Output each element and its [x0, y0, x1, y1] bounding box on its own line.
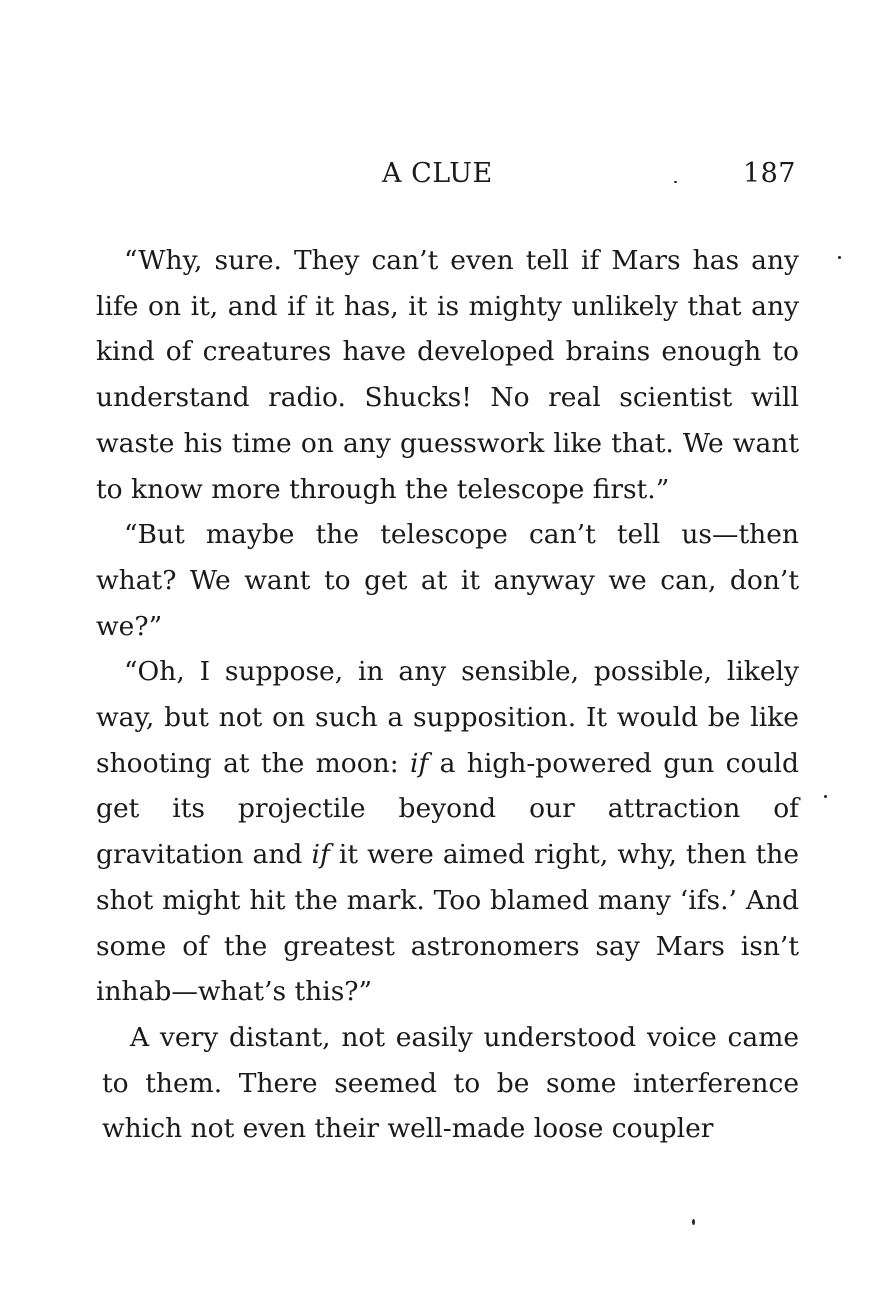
paragraph-4: A very distant, not easily understood voice came to them. There seemed to be some interference which not even their well-made loose coupler: [102, 1021, 799, 1145]
print-speck: [824, 795, 827, 798]
body-text: [96, 238, 799, 1152]
paragraph-3-text-e: it were aimed right, why, then the shot might hit the mark. Too blamed many ‘ifs.’ And some of the greatest astronomers say Mars isn’t inhab—what’s this?”: [96, 839, 800, 1008]
print-speck: [838, 256, 841, 259]
paragraph-1: “Why, sure. They can’t even tell if Mars has any life on it, and if it has, it is mighty unlikely that any kind of creatures have developed brains enough to understand radio. Shucks! No real scientist will waste his time on any guesswork like that. We want to know more through the telescope first.”: [96, 245, 799, 505]
emphasis-if-2: if: [311, 839, 330, 871]
paragraph-3-text-a: “Oh, I suppose, in any sensible, possible, likely way, but not on such a supposition. It would be like shooting at the moon:: [96, 656, 799, 779]
page-number: 187: [742, 158, 796, 189]
paragraph-3-text-c: a high-powered gun could get its projectile beyond our attraction of gravitation and: [96, 747, 799, 871]
print-speck: [674, 181, 677, 183]
running-header: [96, 158, 798, 198]
emphasis-if-1: if: [409, 747, 429, 779]
paragraph-2: “But maybe the telescope can’t tell us—then what? We want to get at it anyway we can, don’t we?”: [96, 519, 799, 642]
print-speck: [692, 1219, 695, 1225]
paragraph-3: [96, 649, 799, 1015]
chapter-title: A CLUE: [382, 158, 493, 189]
